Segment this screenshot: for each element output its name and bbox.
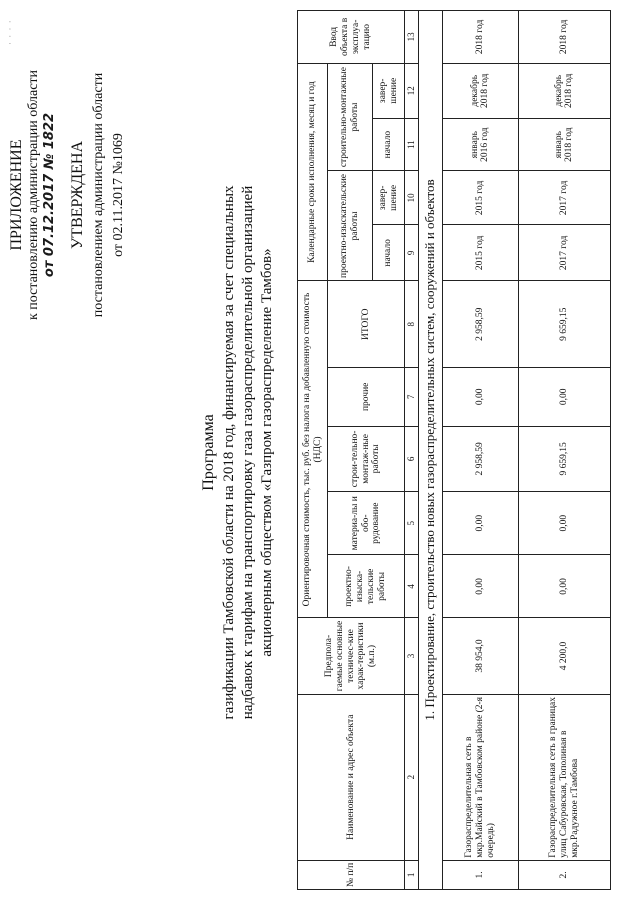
header-cost-group: Ориентировочная стоимость, тыс. руб. без налога на добавленную стоимость (НДС) [298, 281, 328, 618]
row-constr-end: декабрь 2018 год [442, 63, 518, 118]
row-materials-cost: 0,00 [518, 492, 610, 555]
approved-title: УТВЕРЖДЕНА [69, 141, 86, 250]
header-total: ИТОГО [328, 281, 405, 368]
table-row [518, 11, 610, 890]
row-construction-cost: 2 958,59 [442, 426, 518, 492]
row-design-start: 2015 год [442, 225, 518, 281]
header-design-start: начало [373, 225, 405, 281]
col-number: 11 [405, 118, 419, 171]
col-number: 4 [405, 555, 419, 618]
header-design-survey: проектно-изыска-тельские работы [328, 555, 405, 618]
appendix-resolution: к постановлению администрации области [26, 69, 41, 321]
header-materials: материа-лы и обо-рудование [328, 492, 405, 555]
col-number: 13 [405, 11, 419, 64]
col-number: 6 [405, 426, 419, 492]
program-title: Программа [200, 414, 217, 491]
header-design-end: завер-шение [373, 171, 405, 225]
handwritten-date-number: от 07.12.2017 № 1822 [42, 112, 57, 278]
row-total: 9 659,15 [518, 281, 610, 368]
row-name: Газораспределительная сеть в границах улиц Сабуровская, Тополиная в мкр.Радужное г.Тамбова [518, 694, 610, 860]
header-num: № п/п [298, 860, 405, 889]
program-line-1: газификации Тамбовской области на 2018 год, финансируемая за счет специальных [221, 185, 237, 720]
header-constr-start: начало [373, 118, 405, 171]
table-row [442, 11, 518, 890]
scan-artifact: · · · · [5, 19, 15, 45]
col-number: 2 [405, 694, 419, 860]
col-number: 7 [405, 368, 419, 427]
appendix-block [8, 5, 127, 385]
program-table [297, 10, 611, 890]
row-design-cost: 0,00 [442, 555, 518, 618]
col-number: 1 [405, 860, 419, 889]
col-number: 9 [405, 225, 419, 281]
col-number: 3 [405, 618, 419, 694]
program-line-2: надбавок к тарифам на транспортировку газа газораспределительной организацией [240, 185, 256, 720]
header-construction: строи-тельно-монтаж-ные работы [328, 426, 405, 492]
col-number: 10 [405, 171, 419, 225]
row-total: 2 958,59 [442, 281, 518, 368]
row-design-end: 2017 год [518, 171, 610, 225]
header-name: Наименование и адрес объекта [298, 694, 405, 860]
row-length: 4 200,0 [518, 618, 610, 694]
row-commission: 2018 год [518, 11, 610, 64]
row-num: 2. [518, 860, 610, 889]
header-design-works: проектно-изыскательские работы [328, 171, 373, 281]
row-design-cost: 0,00 [518, 555, 610, 618]
approved-by: постановлением администрации области [91, 72, 106, 318]
row-design-end: 2015 год [442, 171, 518, 225]
header-calendar-group: Календарные сроки исполнения, месяц и год [298, 63, 328, 281]
row-materials-cost: 0,00 [442, 492, 518, 555]
program-line-3: акционерным обществом «Газпром газораспределение Тамбов» [259, 248, 275, 657]
row-other-cost: 0,00 [518, 368, 610, 427]
row-other-cost: 0,00 [442, 368, 518, 427]
row-commission: 2018 год [442, 11, 518, 64]
row-num: 1. [442, 860, 518, 889]
header-constr-end: завер-шение [373, 63, 405, 118]
header-characteristics: Предпола-гаемые основные техничес-кие харак-теристики (м.п.) [298, 618, 405, 694]
row-name: Газораспределительная сеть в мкр.Майский в Тамбовском районе (2-я очередь) [442, 694, 518, 860]
col-number: 8 [405, 281, 419, 368]
col-number: 12 [405, 63, 419, 118]
header-other: прочие [328, 368, 405, 427]
row-constr-end: декабрь 2018 год [518, 63, 610, 118]
row-constr-start: январь 2018 год [518, 118, 610, 171]
header-commissioning: Ввод объекта в эксплуа-тацию [298, 11, 405, 64]
row-length: 38 954,0 [442, 618, 518, 694]
row-design-start: 2017 год [518, 225, 610, 281]
appendix-title: ПРИЛОЖЕНИЕ [8, 139, 25, 251]
row-construction-cost: 9 659,15 [518, 426, 610, 492]
col-number: 5 [405, 492, 419, 555]
row-constr-start: январь 2016 год [442, 118, 518, 171]
header-construction-works: строительно-монтажные работы [328, 63, 373, 171]
approved-date: от 02.11.2017 №1069 [111, 133, 126, 257]
section-title: 1. Проектирование, строительство новых газораспределительных систем, сооружений и объектов [419, 11, 443, 890]
